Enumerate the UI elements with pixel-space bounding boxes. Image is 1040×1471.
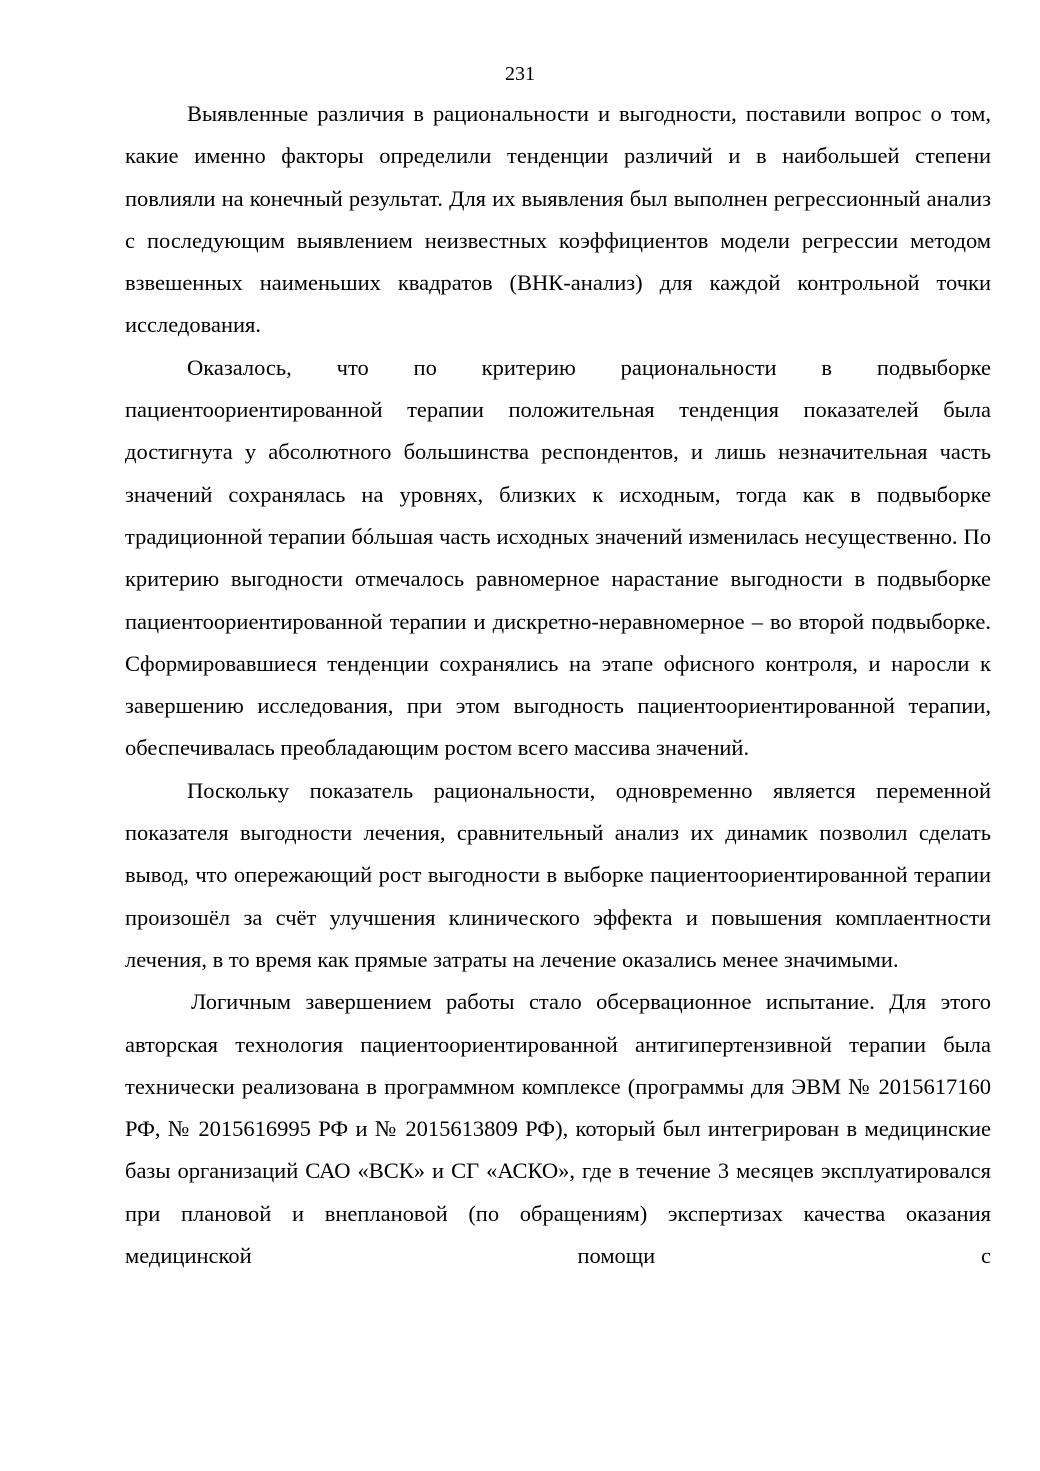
paragraph: Оказалось, что по критерию рациональности в подвыборке пациентоориентированной терапии положительная тенденция показателей была достигнута у абсолютного большинства респондентов, и лишь незначительная часть значений сохранялась на уровнях, близких к исходным, тогда как в подвыборке традиционной терапии бóльшая часть исходных значений изменилась несущественно. По критерию выгодности отмечалось равномерное нарастание выгодности в подвыборке пациентоориентированной терапии и дискретно-неравномерное – во второй подвыборке. Сформировавшиеся тенденции сохранялись на этапе офисного контроля, и наросли к завершению исследования, при этом выгодность пациентоориентированной терапии, обеспечивалась преобладающим ростом всего массива значений. xyxy=(125,354,991,761)
paragraph: Логичным завершением работы стало обсервационное испытание. Для этого авторская технология пациентоориентированной антигипертензивной терапии была технически реализована в программном комплексе (программы для ЭВМ № 2015617160 РФ, № 2015616995 РФ и № 2015613809 РФ), который был интегрирован в медицинские базы организаций САО «ВСК» и СГ «АСКО», где в течение 3 месяцев эксплуатировался при плановой и внеплановой (по обращениям) экспертизах качества оказания медицинской помощи с xyxy=(125,989,991,1269)
document-body xyxy=(125,93,991,1277)
paragraph: Поскольку показатель рациональности, одновременно является переменной показателя выгодности лечения, сравнительный анализ их динамик позволил сделать вывод, что опережающий рост выгодности в выборке пациентоориентированной терапии произошёл за счёт улучшения клинического эффекта и повышения комплаентности лечения, в то время как прямые затраты на лечение оказались менее значимыми. xyxy=(125,777,991,972)
page-number: 231 xyxy=(505,63,535,85)
paragraph: Выявленные различия в рациональности и выгодности, поставили вопрос о том, какие именно факторы определили тенденции различий и в наибольшей степени повлияли на конечный результат. Для их выявления был выполнен регрессионный анализ с последующим выявлением неизвестных коэффициентов модели регрессии методом взвешенных наименьших квадратов (ВНК-анализ) для каждой контрольной точки исследования. xyxy=(125,101,991,338)
